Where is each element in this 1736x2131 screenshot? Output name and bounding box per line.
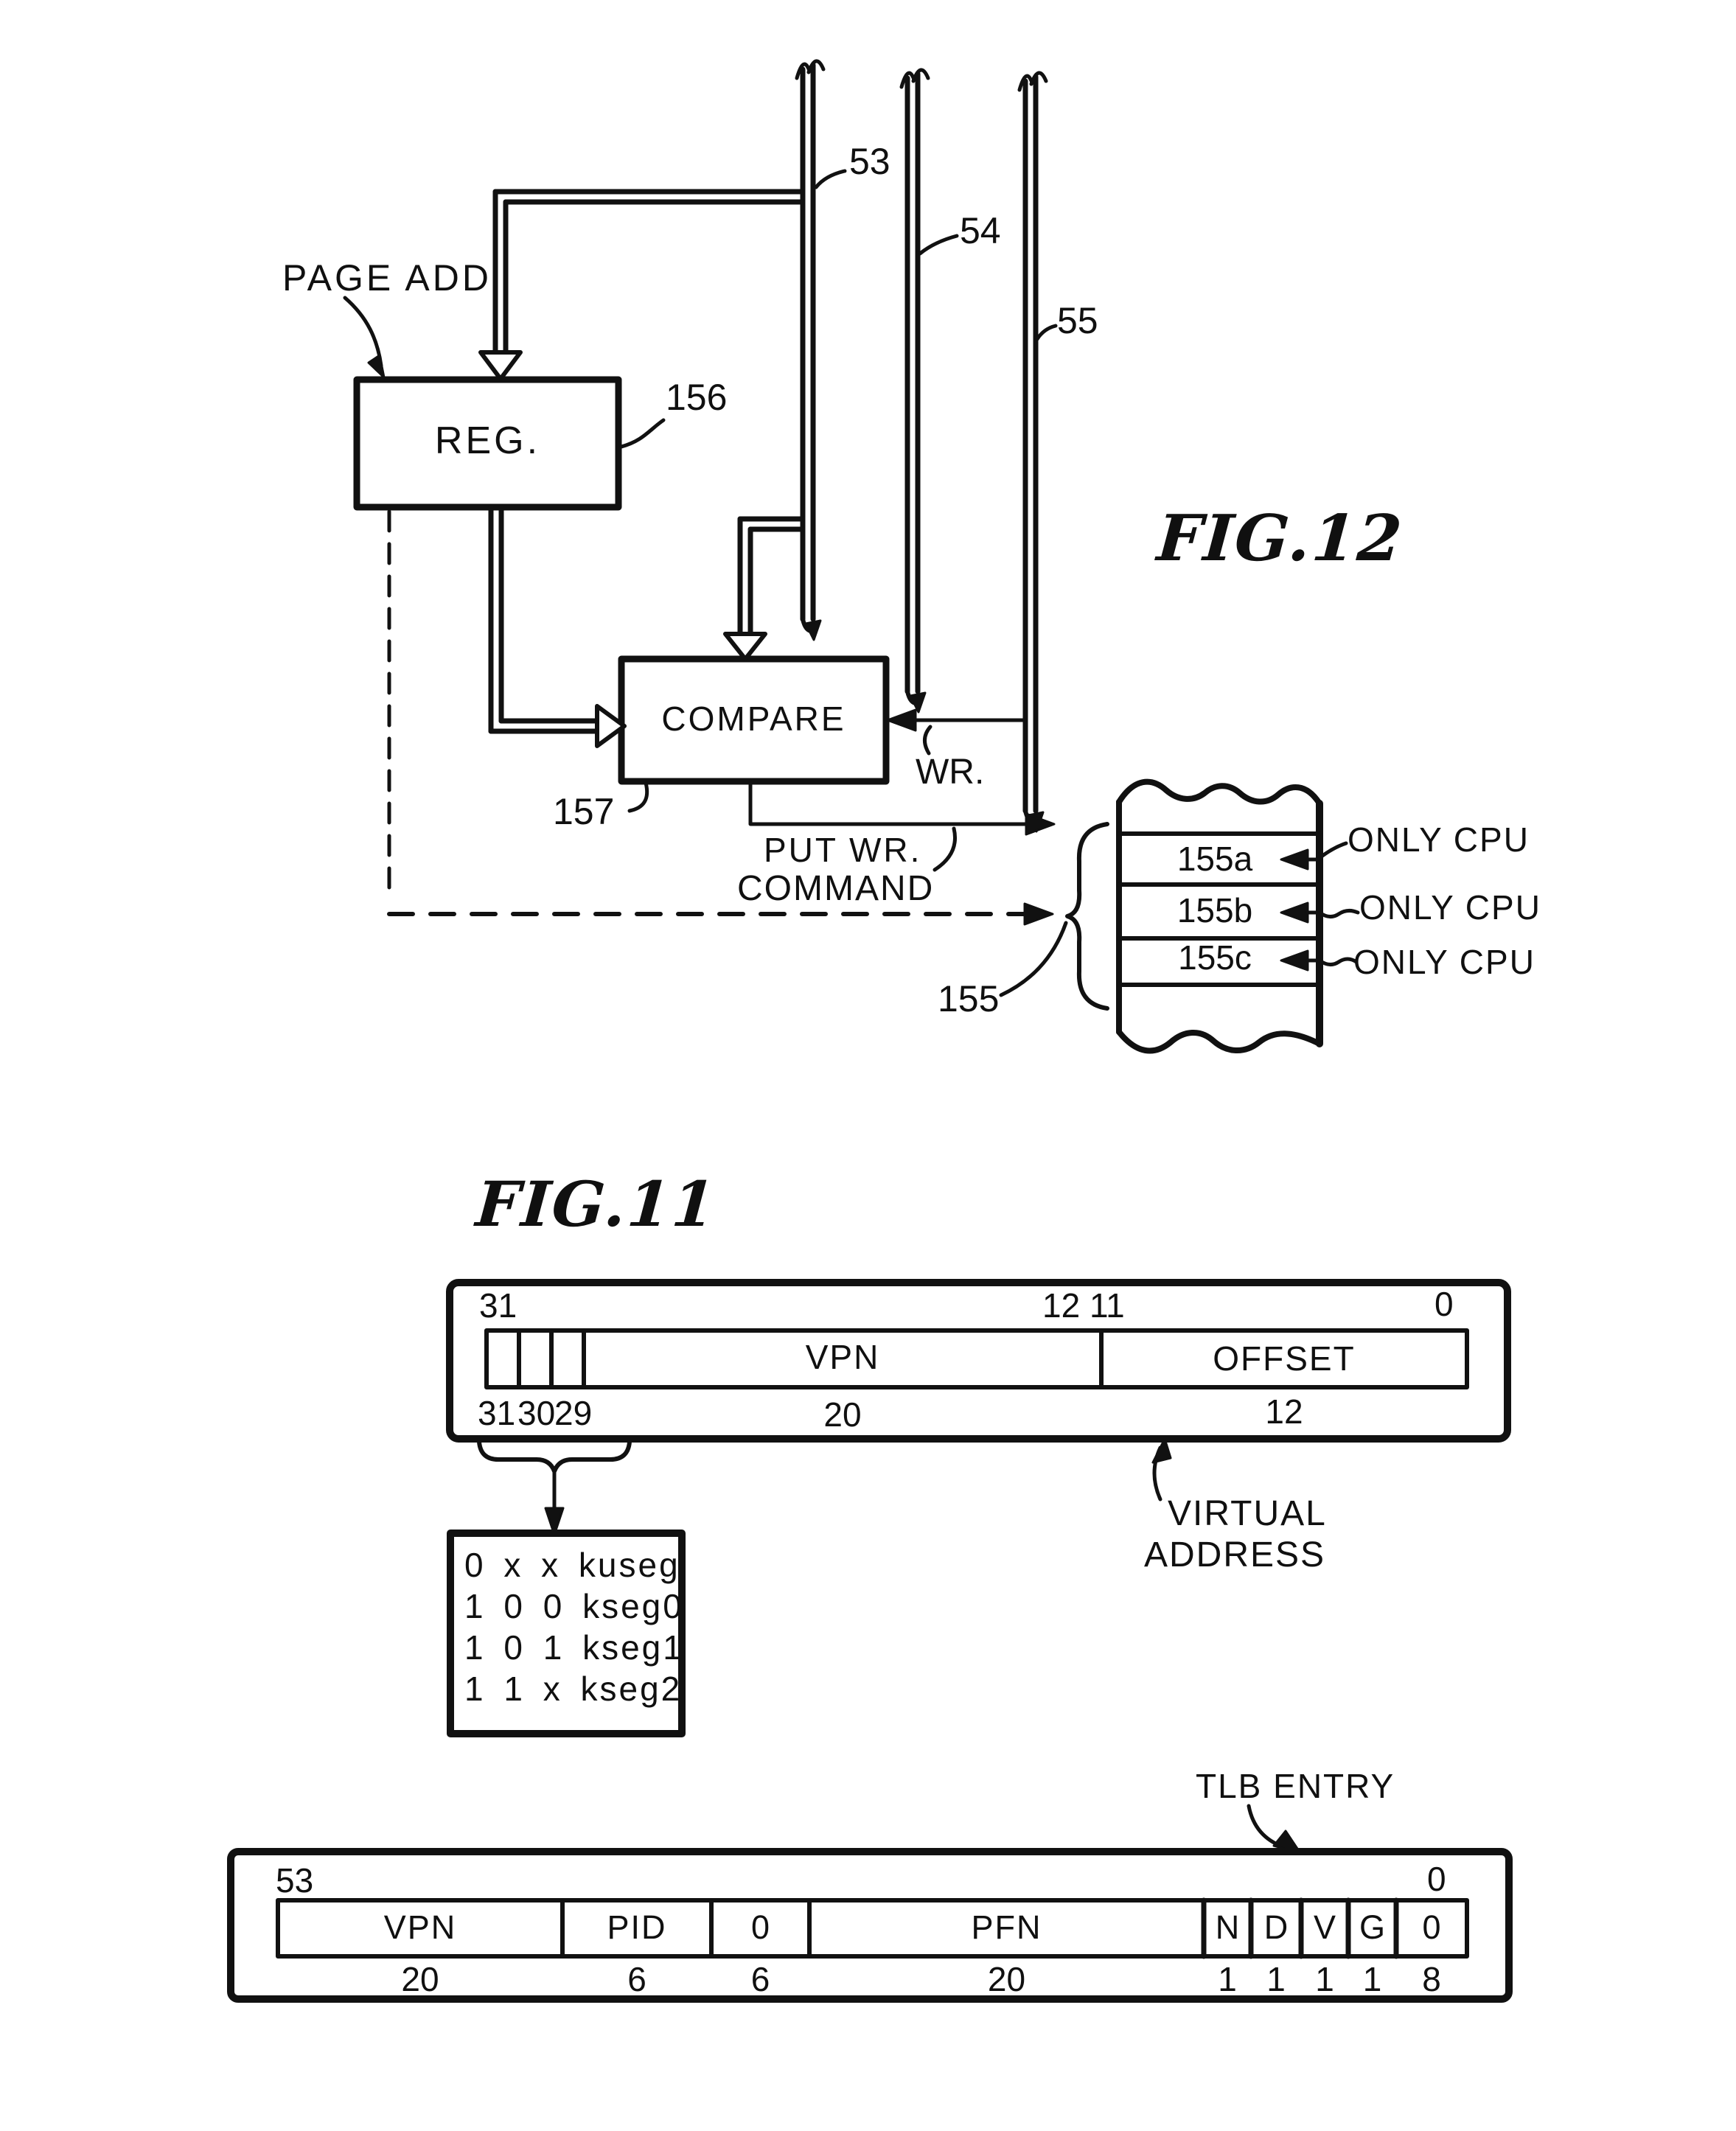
memory-row-label: 155b — [1176, 891, 1253, 930]
memory-row-label: 155a — [1176, 840, 1253, 878]
va-caption-line2: ADDRESS — [1144, 1535, 1326, 1574]
va-bit-11-top: 11 — [1090, 1286, 1125, 1325]
tlb-width-zero1: 6 — [750, 1960, 770, 1998]
tlb-width-zero2: 8 — [1422, 1960, 1441, 1998]
wr-label: WR. — [916, 753, 985, 792]
ref54-leader — [920, 236, 957, 254]
only-cpu-note: ONLY CPU — [1348, 820, 1530, 859]
va-bit-0-top: 0 — [1435, 1285, 1454, 1323]
bus53-to-compare-line — [725, 519, 803, 659]
va-bit-31-under: 31 — [478, 1394, 516, 1432]
segment-legend-row: 1 0 0 kseg0 — [464, 1587, 684, 1625]
va-bit-31-top: 31 — [479, 1286, 517, 1325]
bus-54-ref: 54 — [960, 210, 1001, 251]
tlb-field-zero1: 0 — [750, 1908, 770, 1946]
segment-legend-row: 1 1 x kseg2 — [464, 1670, 683, 1708]
va-vpn-width: 20 — [823, 1395, 862, 1434]
va-offset-width: 12 — [1265, 1392, 1303, 1431]
ref156-leader — [621, 420, 663, 447]
tlb-field-v: V — [1313, 1908, 1336, 1946]
va-caption-line1: VIRTUAL — [1168, 1494, 1327, 1533]
bus53-to-reg-line — [481, 192, 803, 379]
tlb-width-vpn: 20 — [401, 1960, 439, 1998]
reg-label: REG. — [434, 419, 541, 462]
va-bit-30-under: 30 — [517, 1394, 556, 1432]
bus-55-line — [1019, 73, 1046, 831]
bus-54-line — [902, 70, 928, 712]
va-bit-29-under: 29 — [554, 1394, 593, 1432]
ref-156: 156 — [666, 377, 728, 418]
segment-legend-row: 0 x x kuseg — [464, 1546, 680, 1584]
tlb-field-d: D — [1263, 1908, 1289, 1946]
va-vpn-field: VPN — [805, 1338, 880, 1376]
bus-55-ref: 55 — [1057, 300, 1098, 341]
tlb-width-pid: 6 — [627, 1960, 646, 1998]
put-wr-label-line2: COMMAND — [737, 869, 935, 908]
put-wr-label-line1: PUT WR. — [764, 831, 922, 869]
reg-to-compare-line — [491, 507, 624, 746]
compare-label: COMPARE — [661, 700, 846, 738]
tlb-field-pfn: PFN — [971, 1908, 1042, 1946]
page-add-leader — [345, 298, 381, 366]
ref-155: 155 — [938, 978, 1000, 1019]
memory-row-label: 155c — [1178, 938, 1252, 977]
tlb-caption: TLB ENTRY — [1196, 1767, 1395, 1805]
ref55-leader — [1037, 326, 1056, 339]
wr-line — [888, 710, 1025, 753]
fig11-title: FIG.11 — [473, 1168, 719, 1241]
bus-53-ref: 53 — [849, 141, 890, 182]
tlb-field-g: G — [1359, 1908, 1385, 1946]
tlb-width-v: 1 — [1315, 1960, 1334, 1998]
page-add-label: PAGE ADD — [282, 257, 492, 299]
va-offset-field: OFFSET — [1213, 1339, 1356, 1378]
tlb-field-n: N — [1215, 1908, 1240, 1946]
tlb-field-zero2: 0 — [1422, 1908, 1441, 1946]
tlb-bit-53: 53 — [276, 1861, 314, 1900]
tlb-bit-0: 0 — [1427, 1860, 1446, 1898]
segment-brace — [479, 1442, 630, 1471]
ref-157: 157 — [553, 791, 615, 832]
ref157-leader — [630, 783, 647, 811]
segment-legend-row: 1 0 1 kseg1 — [464, 1628, 684, 1667]
ref155-leader — [1001, 923, 1066, 995]
tlb-width-d: 1 — [1266, 1960, 1286, 1998]
bus-53-line — [797, 61, 823, 640]
va-bit-12-top: 12 — [1042, 1286, 1081, 1325]
only-cpu-note: ONLY CPU — [1359, 888, 1541, 927]
tlb-width-pfn: 20 — [987, 1960, 1026, 1998]
fig12-title: FIG.12 — [1154, 501, 1406, 576]
ref53-leader — [816, 171, 845, 187]
tlb-width-g: 1 — [1362, 1960, 1382, 1998]
tlb-width-n: 1 — [1218, 1960, 1237, 1998]
tlb-field-pid: PID — [607, 1908, 667, 1946]
tlb-field-vpn: VPN — [383, 1908, 457, 1946]
memory-brace — [1067, 824, 1107, 1008]
only-cpu-note: ONLY CPU — [1353, 943, 1535, 981]
